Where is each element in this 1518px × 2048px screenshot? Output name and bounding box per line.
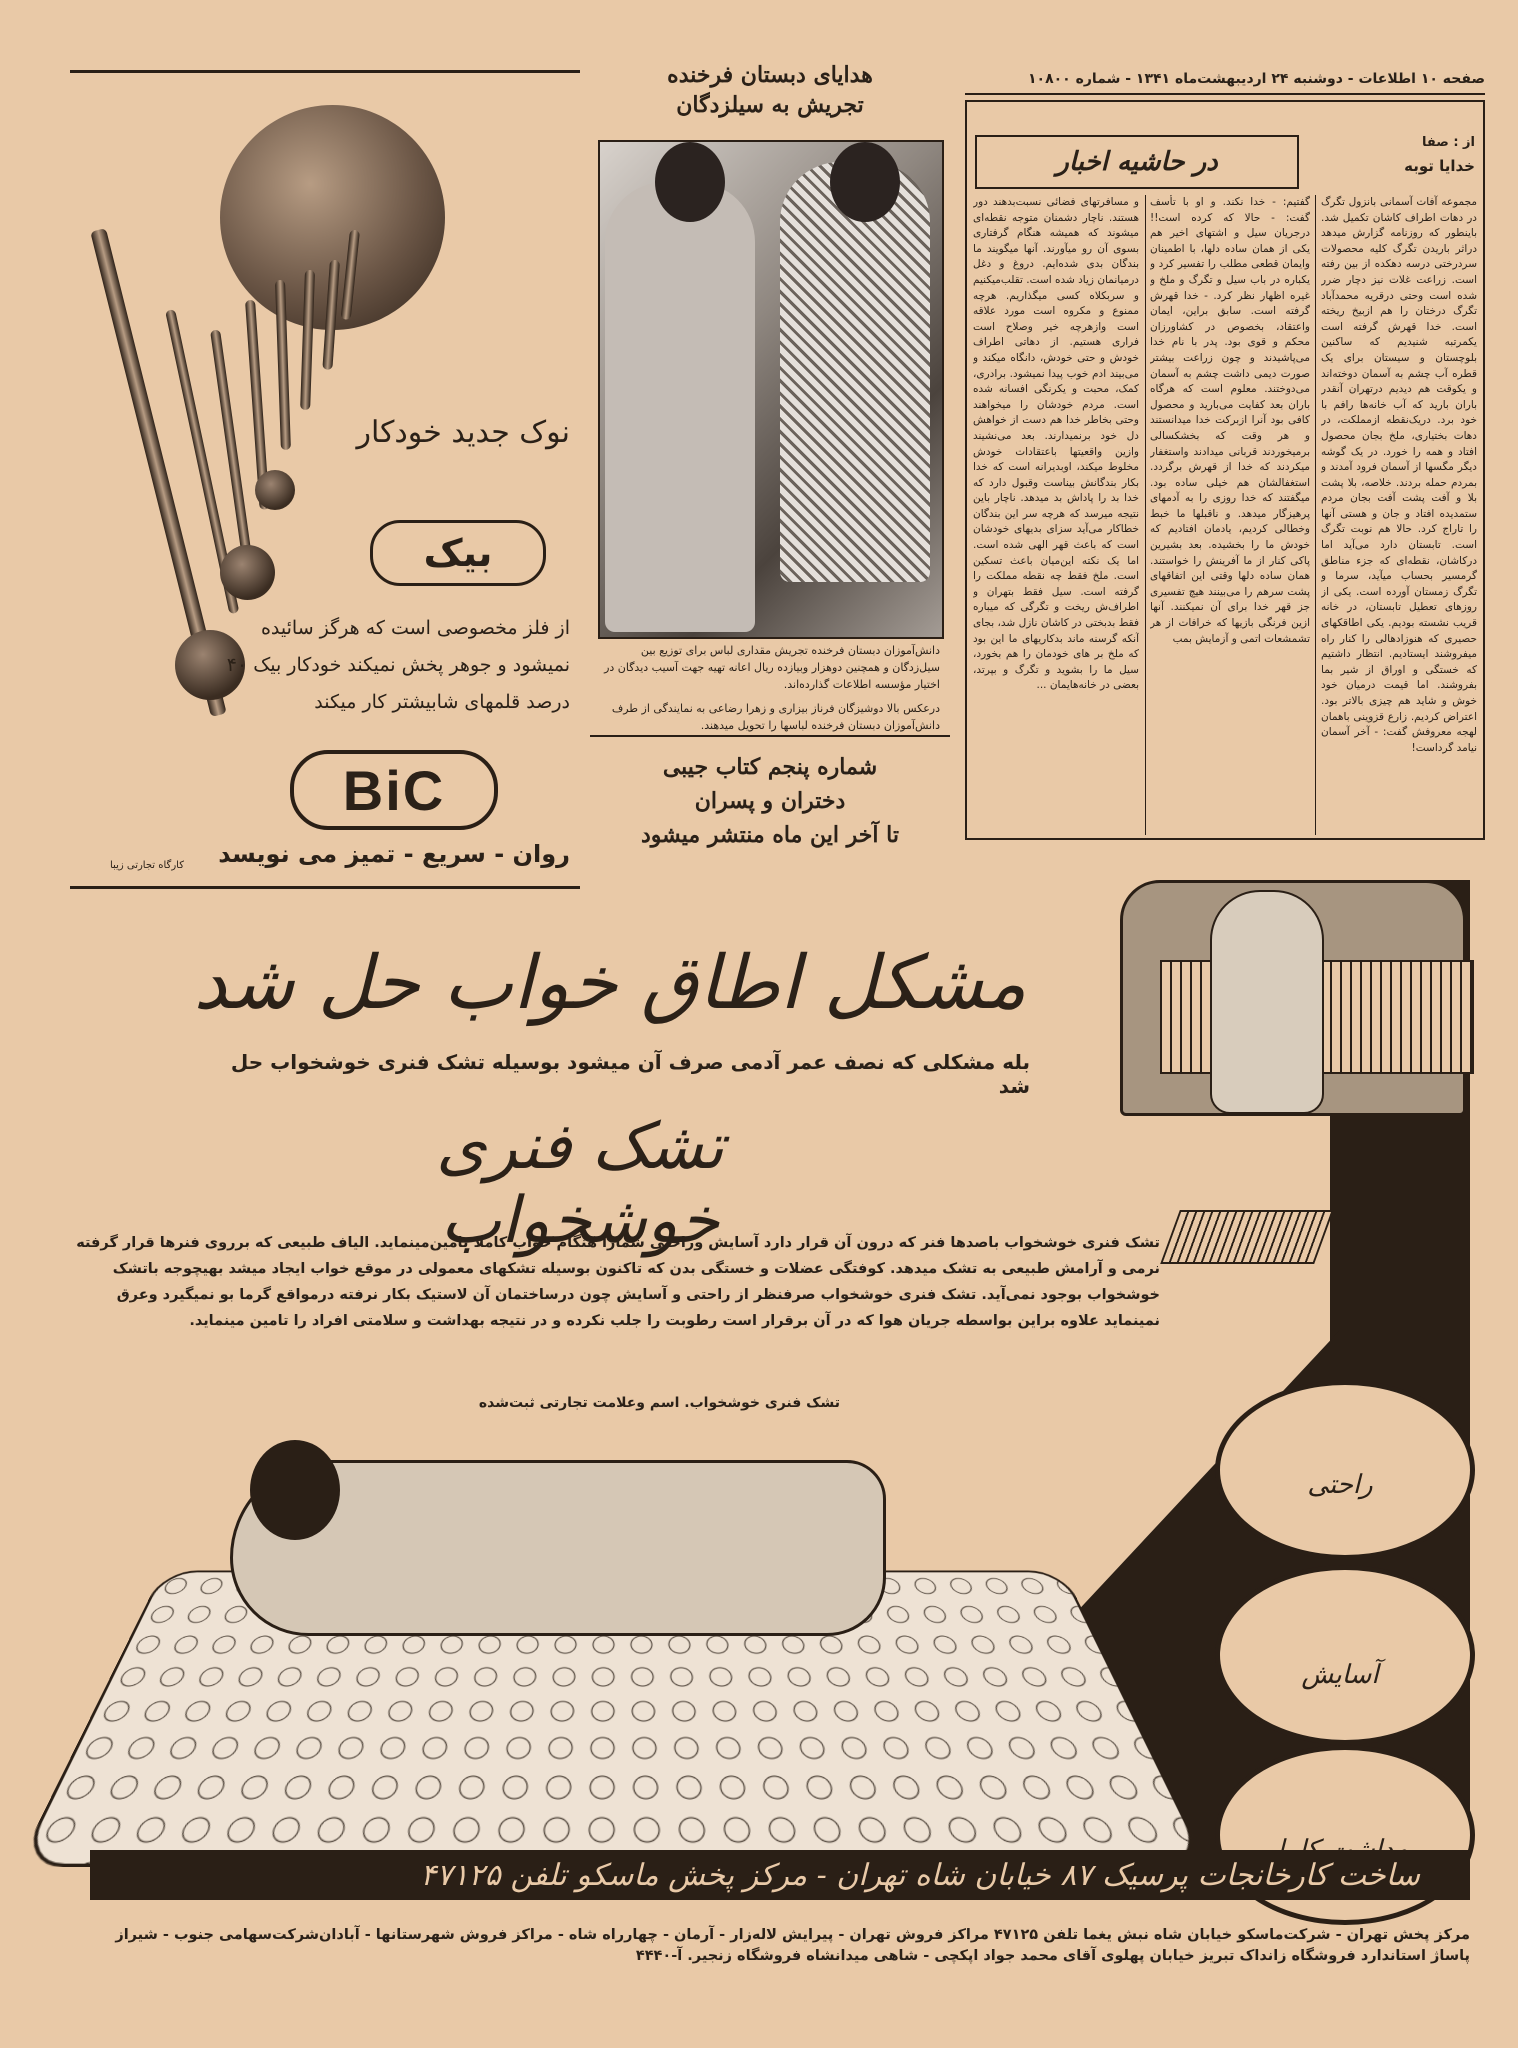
comfort-label: راحتی <box>1307 1470 1373 1500</box>
article-title: خدایا توبه <box>1404 157 1475 175</box>
column-rule <box>1145 195 1146 835</box>
bic-advertisement <box>70 70 580 890</box>
column-masthead: در حاشیه اخبار <box>975 135 1299 189</box>
photo-caption: دانش‌آموزان دبستان فرخنده تجریش مقداری لباس برای توزیع بین سیل‌زدگان و همچنین دوهزار وبیازده ریال اعانه تهیه جهت آسیب دیدگان در اختیار مؤسسه اطلاعات گذارده‌اند. <box>604 644 940 691</box>
photo-figure-head <box>655 142 725 222</box>
bic-headline: نوک جدید خودکار <box>356 415 570 450</box>
bic-credit: کارگاه تجارتی زیبا <box>110 860 184 871</box>
divider <box>70 70 580 73</box>
article-column: و مسافرتهای فضائی نسبت‌بدهند دور هستند. ناچار دشمنان متوجه نقطه‌ای میشوند که همیشه هنگام گرفتاری بسوی آن رو میآورند. آنها میگویند ما بندگان بدی شده‌ایم. دروغ و دغل درمیانمان زیاد شده است. تقلب‌میکنیم و سربکلاه کسی میگذاریم. هرچه ممنوع و مکروه است مورد علاقه است وازهرچه خیر وصلاح است فراری هستیم. از دهاتی اطراف خودش و حتی خودش، دانگاه میکند و می‌بیند ادم خوب پیدا نمیشود. برادری، کمک، محبت و یکرنگی افسانه شده است. مردم خودشان را میخواهند وحتی بخاطر خدا هم دست از خواهش دل خود برنمیدارند. بعد می‌نشیند وازین واقعیتها باعتقادات خودش مخلوط میکند، اوبدیرانه است که خدا بکار بندگانش بیناست وقبول دارد که خدا بد را پاداش بد میدهد. ناچار باین نتیجه میرسد که هرچه سر این بندگان خطاکار می‌آید سزای بدیهای خودشان است که باعث قهر الهی شده است. اما یک نکته این‌میان باعث تسکین است. ملخ فقط چه نقطه مملکت را گرفته است. سیل فقط بتهران و اطراف‌ش ریخت و تگرگی که میباره فقط بدبختی در کاشان نازل شد، بجای آنکه گرسنه ماند بدکاریهای ما این بود که ملخ بر های خودمان را هم بخورد، سیل ما را بشوید و تگرگ و بپرتد، بعضی در خانه‌هایمان ... <box>973 196 1139 692</box>
photo-figure <box>605 182 755 632</box>
mattress-cutaway-illustration <box>1160 1210 1334 1264</box>
ad-trademark: تشک فنری خوشخواب. اسم وعلامت تجارتی ثبت‌شده <box>478 1395 840 1411</box>
bic-logo: BiC <box>290 750 498 830</box>
photo-caption-secondary: درعکس بالا دوشیزگان فرناز بیزاری و زهرا رضاعی به نمایندگی از طرف دانش‌آموزان دبستان فرخنده لباسها را تحویل میدهند. <box>611 702 940 732</box>
reclining-woman-head <box>250 1440 340 1540</box>
bic-brand-persian: بیک <box>370 520 546 586</box>
ad-subheadline: بله مشکلی که نصف عمر آدمی صرف آن میشود بوسیله تشک فنری خوشخواب حل شد <box>230 1050 1030 1098</box>
book-line: دختران و پسران <box>694 788 846 814</box>
ad-brand-name: تشک فنری خوشخواب <box>436 1110 724 1258</box>
photo-figure-head <box>830 142 900 222</box>
column-in-the-margin-of-news <box>965 65 1485 845</box>
divider <box>70 886 580 889</box>
page-header: صفحه ۱۰ اطلاعات - دوشنبه ۲۴ اردیبهشت‌ماه ۱۳۴۱ - شماره ۱۰۸۰۰ <box>965 65 1485 95</box>
ball-illustration <box>255 470 295 510</box>
bic-description: از فلز مخصوصی است که هرگز سائیده نمیشود و جوهر پخش نمیکند خودکار بیک ۴۰ درصد قلمهای شابیشتر کار میکند <box>226 617 570 713</box>
divider <box>590 735 950 737</box>
article-column: گفتیم: - خدا نکند. و او با تأسف گفت: - حالا که کرده است!! درجریان سیل و اشتهای اخیر هم یکی از همان ساده دلها، با اطمینان وایمان قطعی مطلب را تفسیر کرد و یکباره در باب سیل و تگرگ و ملخ و غیره اظهار نظر کرد. - خدا قهرش گرفته است. سابق براین، ایمان واعتقاد، بخصوص در کشاورزان محکم و قوی بود. پدر با نام خدا می‌پاشیدند و چون زراعت بیشتر صورت دیمی داشت چشم به آسمان می‌دوختند. معلوم است که هرگاه باران بعد کفایت می‌بارید و محصول کافی بود آنرا ازبرکت خدا میدانستند و هر وقت که بخشکسالی برمیخوردند قربانی میدادند واستغفار میکردند که خدا از قهرش برگردد. استغفالشان هم خیلی ساده بود. میگفتند که خدا روزی را به آدمهای پرهیزگار میدهد. و ناقبلها ما خبط وخطالی کردیم، یادمان افتادیم که خودش ما را بخشیده. بعد بشیرین پاکی کنار از ما آفرینش را خواستند. همان ساده دلها وقتی این اتفاقهای پشت سرهم را می‌بینند هیچ تفسیری جز قهر خدا برای آن نمیکنند. آنها ازین فرنگی بازیها که خرافات از هر تشمشعات اتمی و آزمایش بمب <box>1150 196 1310 645</box>
ad-body-text: تشک فنری خوشخواب باصدها فنر که درون آن قرار دارد آسایش وراحتی شمارا هنگام خواب کاملا تامین‌مینماید. الیاف طبیعی که برروی فنرها قرار گرفته نرمی و آرامش طبیعی به تشک میدهد. کوفتگی عضلات و خستگی بدن که تاکنون بوسیله تشکهای معمولی در موقع خواب ایجاد میشد بهیچوجه باتشک خوشخواب بوجود نمی‌آید. تشک فنری خوشخواب صرفنظر از راحتی و آسایش چون درساختمان آن لاستیک بکار نرفته درمواقع گرما بو نمیگیرد وعرق نمینماید علاوه براین بواسطه جریان هوا که در آن برقرار است رطوبت را جلب نکرده و در نتیجه بهداشت و سلامتی افراد را تامین مینماید. <box>76 1235 1160 1329</box>
book-line: شماره پنجم کتاب جیبی <box>662 754 878 780</box>
article-subtitle: تجریش به سیلزدگان <box>676 92 864 118</box>
book-announcement <box>590 750 950 852</box>
rest-label: آسایش <box>1301 1660 1379 1690</box>
book-line: تا آخر این ماه منتشر میشود <box>640 822 899 848</box>
article-title: هدایای دبستان فرخنده <box>667 62 873 88</box>
column-rule <box>1315 195 1316 835</box>
distribution-info: مرکز پخش تهران - شرکت‌ماسکو خیابان شاه نبش یغما تلفن ۴۷۱۲۵ مراکز فروش تهران - پیرایش لاله‌زار - آرمان‌ - چهارراه شاه - مراکز فروش شهرستانها - آبادان‌شرکت‌سهامی جنوب - شیراز پاساژ استاندارد فروشگاه زانداک تبریز خیابان پهلوی آقای محمد جواد اپکچی - شاهی میدانشاه فروشگاه زنجیر. آ-۴۴۴۰ <box>115 1927 1470 1964</box>
article-column: مجموعه آفات آسمانی بانزول تگرگ در دهات اطراف کاشان تکمیل شد. باینطور که روزنامه گزارش میدهد دراثر باریدن تگرگ کلیه محصولات سردرختی درسه دهکده از بین رفته است. زراعت غلات نیز دچار ضرر شده است وحتی درقریه محمدآباد تگرگ درختان را هم ازبیخ ریخته است. خدا قهرش گرفته است یکمرتبه شنیدیم که ساکنین بلوچستان و سیستان برای یک قطره آب چشم به آسمان دوخته‌اند و یکوقت هم دیدیم درتهران آنقدر باران بارید که آب خانه‌ها رافم با خود برد. دریک‌نقطه ازمملکت، در دهات بختیاری، ملخ بجان محصول افتاد و همه را خورد. در یک گوشه دیگر مگسها از آسمان فرود آمدند و بمردم حمله بردند. خلاصه، بلا پشت بلا و آفت پشت آفت بجان مردم ستمدیده افتاد و جان و هستی آنها را تاراج کرد. حالا هم نوبت تگرگ است. تابستان دارد می‌آید اما درکاشان، نقطه‌ای که جزء مناطق گرمسیر بحساب میآید، سرما و تگرگ زمستان آورده است. یکی از روزهای تعطیل تابستان، در خانه قریب نشسته بودیم. یکی اطاقکهای حصیری که هنوزادهالی را کنار راه میفروشند ایستادیم. انتظار داشتیم که خستگی و اوراق از شیر بما بفروشند. اما قیمت درمیان خود خوش و شاید هم چیزی بالاتر بود. اعتراض کردیم. زارع قزوینی باهمان لهجه معروفش گفت: - آخر آسمان نیامد گرداست! <box>1321 196 1477 754</box>
woman-illustration <box>1210 890 1324 1114</box>
photo-figure <box>780 162 930 582</box>
ad-headline: مشکل اطاق خواب حل شد <box>193 940 1027 1026</box>
rest-oval <box>1215 1565 1475 1745</box>
middle-column <box>590 60 950 880</box>
author-byline: از : صفا <box>1422 135 1475 150</box>
ball-illustration <box>220 545 275 600</box>
news-photo <box>598 140 944 639</box>
bic-slogan: روان - سریع - تمیز می نویسد <box>218 840 570 868</box>
ad-footer-text: ساخت کارخانجات پرسیک ۸۷ خیابان شاه تهران - مرکز پخش ماسکو تلفن ۴۷۱۲۵ <box>420 1858 1420 1893</box>
